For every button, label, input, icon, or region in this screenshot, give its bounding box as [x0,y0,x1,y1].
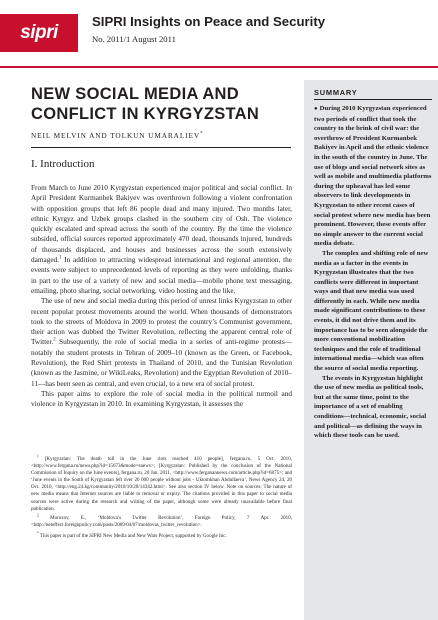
summary-heading: SUMMARY [314,88,358,97]
footnote-mark: 1 [37,454,39,459]
summary-paragraph: The events in Kyrgyzstan highlight the use of new media as political tools, but at the same time, point to the importance of a set of enabling conditions—technical, economic, social and political—as defining the ways in which these tools can be used. [314,374,427,440]
issue-number: No. 2011/1 August 2011 [92,34,176,44]
footnote [31,456,292,513]
series-title: SIPRI Insights on Peace and Security [92,14,326,29]
publication-header [0,0,438,66]
authors-names: NEIL MELVIN AND TOLKUN UMARALIEV [31,131,201,140]
summary-rule [314,99,432,100]
footnote-ref[interactable]: 2 [53,338,56,344]
paragraph-text: In addition to attracting widespread international and regional attention, the events were subject to unprecedented levels of reporting as they were unfolding, thanks in part to the use of a variety of new and social media—mobile phone text messaging, emailing, photo sharing, social networking, video hosting and the like. [31,256,292,295]
article-authors [31,131,203,140]
authors-footnote-mark: * [200,131,204,137]
section-heading: I. Introduction [31,158,95,170]
footnote [31,515,292,529]
title-rule [31,147,291,148]
footnote-text: Morozov, E., ‘Moldova’s Twitter Revolution’, Foreign Policy, 7 Apr. 2010, <http://neteffect.foreignpolicy.com/posts/2009/04/07/moldovas_twitter_revolution>. [31,514,292,528]
body-paragraph [31,389,292,410]
sipri-logo: sipri [0,14,78,52]
paragraph-text: Subsequently, the role of social media in a series of anti-regime protests—notably the student protests in Tehran of 2009–10 (known as the Green, or Facebook, Revolution), the Red Shirt protests in Thailand of 2010, and the Tunisian Revolution (known as the Jasmine, or WikiLeaks, Revolution) and the Egyptian Revolution of 2010–11—has been seen as central, and even crucial, to a new era of social protest. [31,338,292,388]
footnote [31,533,292,540]
footnote-text: [Kyrgyzstan: The death toll in the June riots reached 410 people], fergana.ru, 5 Oct. 2010, <http://www.fergana.ru/news.php?id=15673&mode=snews>; [Kyrgyzstan: Published by the conclusion of the National Commission of Inquiry on the June events], fergana.ru, 20 Jan. 2011, <http://www.ferganannews.com/article.php?id=6875>; and ‘June events in the South of Kyrgyzstan left over 20 000 people without jobs - Uktomkhan Abdullaeva’, News Agency 24, 20 Oct. 2010, <http://eng.24.kg/community/2010/10/20/14342.html>. See also section IV below. Note on sources: The nature of new media means that Internet sources are liable to removal or expiry. The citations provided in this paper to social media sources were active during the research and writing of the paper, although some were already unavailable before final publication. [31,456,292,512]
paragraph-text: The use of new and social media during this period of unrest links Kyrgyzstan to other recent popular protest movements around the world. When thousands of demonstrators took to the streets of Moldova in 2009 to protest the country’s Communist government, their action was dubbed the Twitter Revolution, reflecting the apparent central role of Twitter. [31,297,292,347]
footnotes [31,456,292,542]
bullet-icon: ● [314,106,318,112]
footnote-ref[interactable]: 1 [58,255,62,261]
article-body [31,183,292,410]
body-paragraph [31,183,292,296]
footnote-mark: * [37,531,39,536]
paragraph-text: This paper aims to explore the role of social media in the political turmoil and violence in Kyrgyzstan in 2010. In examining Kyrgyzstan, it assesses the [31,389,292,409]
paragraph-text: From March to June 2010 Kyrgyzstan experienced major political and social conflict. In April President Kurmanbek Bakiyev was overthrown following a violent confrontation with opposition groups that left 86 people dead and many injured. Two months later, ethnic Kyrgyz and Uzbek groups clashed in the southern city of Osh. The violence quickly escalated and spread across the south of the country. By the time the violence subsided, official sources reported approximately 470 dead, thousands injured, hundreds of thousands displaced, and houses and businesses across the south extensively damaged. [31,184,292,265]
summary-paragraph [314,104,432,249]
body-paragraph [31,296,292,389]
summary-paragraph-text: During 2010 Kyrgyzstan experienced two periods of conflict that took the country to the brink of civil war: the overthrow of President Kurmanbek Bakiyev in April and the ethnic violence in the south of the country in June. The use of blogs and social network sites as well as mobile and multimedia platforms during the upheaval has led some observers to link developments in Kyrgyzstan to other recent cases of social protest where new media has been prominent. However, these events offer no simple answer to the current social media debate. [314,105,432,248]
summary-paragraph: The complex and shifting role of new media as a factor in the events in Kyrgyzstan illustrates that the two conflicts were different in important ways and that new media was used differently in each. While new media made significant contributions to these events, it did not drive them and its importance has to be seen alongside the more conventional mobilization techniques and the role of traditional international media—which was often the source of social media reporting. [314,249,429,373]
footnote-text: This paper is part of the SIPRI New Media and New Wars Project, supported by Google Inc. [38,532,227,539]
article-title: NEW SOCIAL MEDIA AND CONFLICT IN KYRGYZSTAN [31,85,260,123]
header-rule [0,66,438,68]
summary-text [314,104,432,441]
footnote-mark: 2 [37,513,39,518]
